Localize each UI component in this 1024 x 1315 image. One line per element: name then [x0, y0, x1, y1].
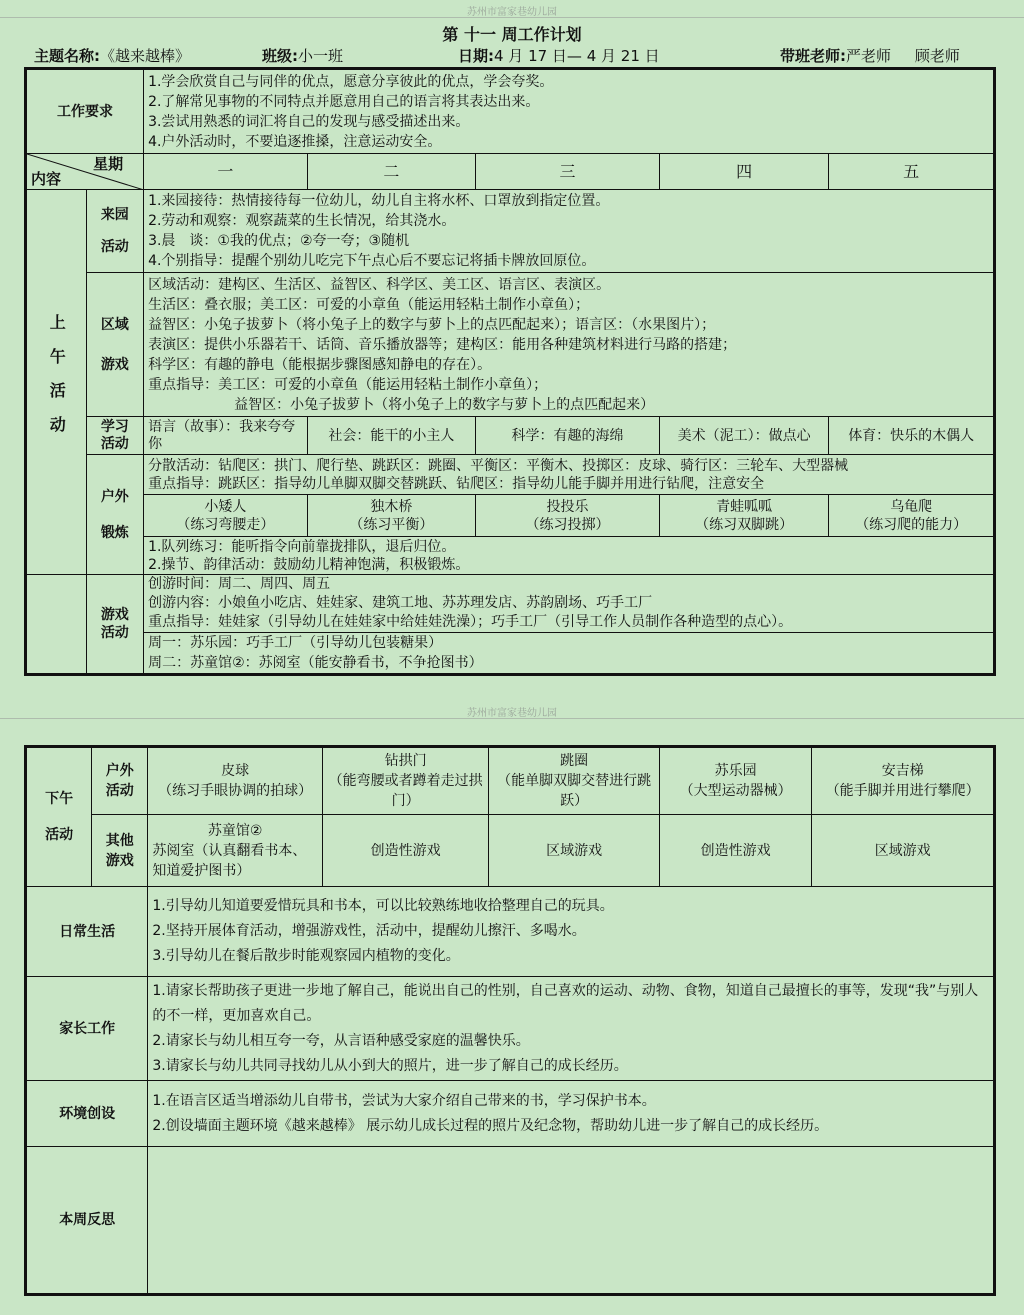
study-mon: 语言（故事）：我来夸夸你: [144, 417, 308, 455]
area-game-item-indent: 益智区：小兔子拔萝卜（将小兔子上的数字与萝卜上的点匹配起来）: [234, 396, 655, 413]
study-wed: 科学：有趣的海绵: [476, 417, 660, 455]
outdoor-day-desc: （练习双脚跳）: [695, 516, 794, 533]
parents-item: 1.请家长帮助孩子更进一步地了解自己，能说出自己的性别，自己喜欢的运动、动物、食物，知道自己最擅长的事等，发现“我”与别人的不一样，更加喜欢自己。: [152, 982, 979, 1024]
pm-other-mon: [148, 815, 323, 887]
pm-other-label-1: 其他: [105, 832, 134, 849]
study-tue: 社会：能干的小主人: [307, 417, 476, 455]
play-content: [144, 575, 995, 633]
school-header: 苏州市富家巷幼儿园: [467, 7, 557, 18]
daily-content: [148, 887, 995, 977]
date-value: 4 月 17 日— 4 月 21 日: [494, 47, 660, 65]
daily-item: 2.坚持开展体育活动，增强游戏性，活动中，提醒幼儿擦汗、多喝水。: [152, 923, 586, 939]
parents-item: 3.请家长与幼儿共同寻找幼儿从小到大的照片，进一步了解自己的成长经历。: [152, 1057, 628, 1074]
play-item: 周二：苏童馆②：苏阅室（能安静看书，不争抢图书）: [148, 655, 483, 671]
class-label: 班级:: [262, 47, 298, 65]
pm-other-label: [92, 815, 148, 887]
theme-meta: [34, 45, 190, 66]
morning-label-cell: [26, 190, 87, 575]
outdoor-day-wed: [476, 495, 660, 537]
outdoor-day-mon: [144, 495, 308, 537]
pm-other-label-2: 游戏: [105, 852, 134, 869]
outdoor-day-thu: [659, 495, 829, 537]
pm-other-mon-title: 苏童馆②: [207, 822, 263, 839]
area-game-label: [86, 273, 144, 417]
pm-outdoor-desc: （练习手眼协调的拍球）: [158, 783, 313, 799]
area-game-item: 区域活动：建构区、生活区、益智区、科学区、美工区、语言区、表演区。: [148, 276, 611, 293]
outdoor-day-desc: （练习平衡）: [349, 516, 434, 533]
class-value: 小一班: [298, 47, 344, 65]
date-meta: [458, 45, 660, 66]
arrival-item: 2.劳动和观察：观察蔬菜的生长情况，给其浇水。: [148, 213, 456, 229]
daily-item: 3.引导幼儿在餐后散步时能观察园内植物的变化。: [152, 948, 460, 964]
study-label-2: 活动: [100, 435, 129, 452]
work-req-item: 4.户外活动时，不要追逐推搡，注意运动安全。: [148, 133, 442, 150]
pm-outdoor-name: 苏乐园: [714, 763, 757, 779]
study-label-1: 学习: [100, 418, 129, 435]
arrival-content: [144, 190, 995, 273]
reflection-content[interactable]: [148, 1147, 995, 1295]
pm-outdoor-desc: （能单脚双脚交替进行跳跃）: [497, 773, 652, 809]
plan-table-bottom: [24, 745, 996, 1296]
day-header-thu: 四: [659, 154, 829, 190]
day-header-tue: 二: [307, 154, 476, 190]
outdoor-day-name: 投投乐: [546, 498, 589, 515]
study-label: [86, 417, 144, 455]
pm-outdoor-desc: （大型运动器械）: [679, 783, 792, 799]
pm-other-thu: 创造性游戏: [659, 815, 811, 887]
outdoor-day-name: 青蛙呱呱: [716, 498, 773, 515]
theme-label: 主题名称:: [34, 47, 100, 65]
arrival-label-2: 活动: [100, 239, 129, 255]
pm-outdoor-label-1: 户外: [105, 763, 134, 779]
outdoor-bottom-content: [144, 537, 995, 575]
teacher-label: 带班老师:: [780, 47, 846, 65]
plan-table-top: [24, 67, 996, 676]
arrival-label: [86, 190, 144, 273]
week-corner-cell: [26, 154, 144, 190]
day-header-fri: 五: [829, 154, 995, 190]
pm-outdoor-tue: [322, 747, 489, 815]
outdoor-day-desc: （练习爬的能力）: [855, 516, 968, 533]
study-thu: 美术（泥工）：做点心: [659, 417, 829, 455]
work-req-item: 2.了解常见事物的不同特点并愿意用自己的语言将其表达出来。: [148, 93, 540, 110]
corner-weekday: 星期: [93, 155, 124, 173]
env-content: [148, 1081, 995, 1147]
area-game-label-1: 区域: [100, 316, 129, 333]
pm-outdoor-label-2: 活动: [105, 783, 134, 799]
pm-other-fri: 区域游戏: [812, 815, 995, 887]
reflection-label: 本周反思: [26, 1147, 148, 1295]
play-spacer-cell: [26, 575, 87, 675]
afternoon-label-2: 活动: [45, 827, 74, 843]
env-item: 1.在语言区适当增添幼儿自带书，尝试为大家介绍自己带来的书，学习保护书本。: [152, 1092, 656, 1109]
play-label-2: 活动: [100, 625, 129, 641]
daily-label: 日常生活: [26, 887, 148, 977]
parents-item: 2.请家长与幼儿相互夸一夸，从言语种感受家庭的温馨快乐。: [152, 1032, 530, 1049]
env-item: 2.创设墙面主题环境《越来越棒》 展示幼儿成长过程的照片及纪念物，帮助幼儿进一步了解自己的成长经历。: [152, 1117, 829, 1134]
pm-outdoor-label: [92, 747, 148, 815]
parents-label: 家长工作: [26, 977, 148, 1081]
afternoon-label: [26, 747, 92, 887]
outdoor-day-desc: （练习弯腰走）: [176, 516, 275, 533]
arrival-label-1: 来园: [100, 207, 129, 223]
arrival-item: 3.晨 谈：①我的优点；②夸一夸；③随机: [148, 233, 410, 249]
pm-outdoor-name: 皮球: [221, 763, 250, 779]
area-game-item: 生活区：叠衣服；美工区：可爱的小章鱼（能运用轻粘土制作小章鱼）；: [148, 296, 590, 313]
header-divider: [0, 17, 1024, 18]
play-label: [86, 575, 144, 675]
work-req-item: 3.尝试用熟悉的词汇将自己的发现与感受描述出来。: [148, 113, 470, 130]
outdoor-day-name: 独木桥: [370, 498, 413, 515]
pm-outdoor-name: 跳圈: [560, 753, 589, 769]
outdoor-bottom-item: 2.操节、韵律活动：鼓励幼儿精神饱满，积极锻炼。: [148, 556, 470, 573]
arrival-item: 4.个别指导：提醒个别幼儿吃完下午点心后不要忘记将插卡牌放回原位。: [148, 253, 596, 269]
outdoor-label-1: 户外: [100, 488, 129, 505]
outdoor-day-name: 小矮人: [204, 498, 247, 515]
work-req-label: 工作要求: [26, 69, 144, 154]
pm-outdoor-thu: [659, 747, 811, 815]
pm-outdoor-name: 钻拱门: [384, 753, 427, 769]
outdoor-label: [86, 455, 144, 575]
outdoor-day-name: 乌龟爬: [890, 498, 933, 515]
play-item: 创游内容：小娘鱼小吃店、娃娃家、建筑工地、苏苏理发店、苏韵剧场、巧手工厂: [148, 595, 653, 611]
outdoor-day-desc: （练习投掷）: [525, 516, 610, 533]
date-label: 日期:: [458, 47, 494, 65]
play-content-2: [144, 633, 995, 675]
pm-other-wed: 区域游戏: [489, 815, 660, 887]
pm-outdoor-mon: [148, 747, 323, 815]
day-header-mon: 一: [144, 154, 308, 190]
pm-outdoor-fri: [812, 747, 995, 815]
daily-item: 1.引导幼儿知道要爱惜玩具和书本，可以比较熟练地收拾整理自己的玩具。: [152, 898, 614, 914]
page-title: 第 十一 周工作计划: [442, 25, 582, 44]
school-header-2: 苏州市富家巷幼儿园: [467, 708, 557, 719]
teacher-name-2: 顾老师: [914, 47, 960, 65]
outdoor-day-fri: [829, 495, 995, 537]
play-item: 重点指导：娃娃家（引导幼儿在娃娃家中给娃娃洗澡）；巧手工厂（引导工作人员制作各种造型的点心）。: [148, 614, 793, 630]
area-game-item: 表演区：提供小乐器若干、话筒、音乐播放器等；建构区：能用各种建筑材料进行马路的搭建；: [148, 336, 737, 353]
play-item: 周一：苏乐园：巧手工厂（引导幼儿包装糖果）: [148, 635, 443, 651]
day-header-wed: 三: [476, 154, 660, 190]
pm-other-mon-desc: 苏阅室（认真翻看书本、知道爱护图书）: [152, 842, 307, 879]
pm-outdoor-desc: （能手脚并用进行攀爬）: [825, 783, 980, 799]
env-label: 环境创设: [26, 1081, 148, 1147]
play-label-1: 游戏: [100, 607, 129, 623]
area-game-item: 科学区：有趣的静电（能根据步骤图感知静电的存在）。: [148, 356, 492, 373]
play-item: 创游时间：周二、周四、周五: [148, 576, 331, 592]
area-game-label-2: 游戏: [100, 356, 129, 373]
theme-value: 《越来越棒》: [100, 47, 191, 65]
pm-outdoor-name: 安吉梯: [881, 763, 924, 779]
arrival-item: 1.来园接待：热情接待每一位幼儿，幼儿自主将水杯、口罩放到指定位置。: [148, 193, 610, 209]
area-game-item: 益智区：小兔子拔萝卜（将小兔子上的数字与萝卜上的点匹配起来）；语言区：（水果图片）；: [148, 316, 716, 333]
teacher-meta: [780, 45, 960, 66]
outdoor-label-2: 锻炼: [100, 524, 129, 541]
outdoor-bottom-item: 1.队列练习：能听指令向前靠拢排队，退后归位。: [148, 538, 456, 555]
teacher-name-1: 严老师: [846, 47, 892, 65]
morning-label: 上午活动: [47, 314, 67, 450]
parents-content: [148, 977, 995, 1081]
corner-content: 内容: [31, 170, 62, 188]
area-game-item: 重点指导：美工区：可爱的小章鱼（能运用轻粘土制作小章鱼）；: [148, 376, 548, 393]
outdoor-top-content: [144, 455, 995, 495]
outdoor-top-item: 重点指导：跳跃区：指导幼儿单脚双脚交替跳跃、钻爬区：指导幼儿能手脚并用进行钻爬，注意安全: [148, 475, 765, 492]
study-fri: 体育：快乐的木偶人: [829, 417, 995, 455]
work-req-item: 1.学会欣赏自己与同伴的优点，愿意分享彼此的优点，学会夸奖。: [148, 73, 554, 90]
outdoor-top-item: 分散活动：钻爬区：拱门、爬行垫、跳跃区：跳圈、平衡区：平衡木、投掷区：皮球、骑行区：三轮车、大型器械: [148, 457, 849, 474]
pm-other-tue: 创造性游戏: [322, 815, 489, 887]
afternoon-label-1: 下午: [45, 791, 74, 807]
outdoor-day-tue: [307, 495, 476, 537]
pm-outdoor-desc: （能弯腰或者蹲着走过拱门）: [328, 773, 483, 809]
work-req-content: [144, 69, 995, 154]
class-meta: [262, 45, 343, 66]
pm-outdoor-wed: [489, 747, 660, 815]
area-game-content: [144, 273, 995, 417]
